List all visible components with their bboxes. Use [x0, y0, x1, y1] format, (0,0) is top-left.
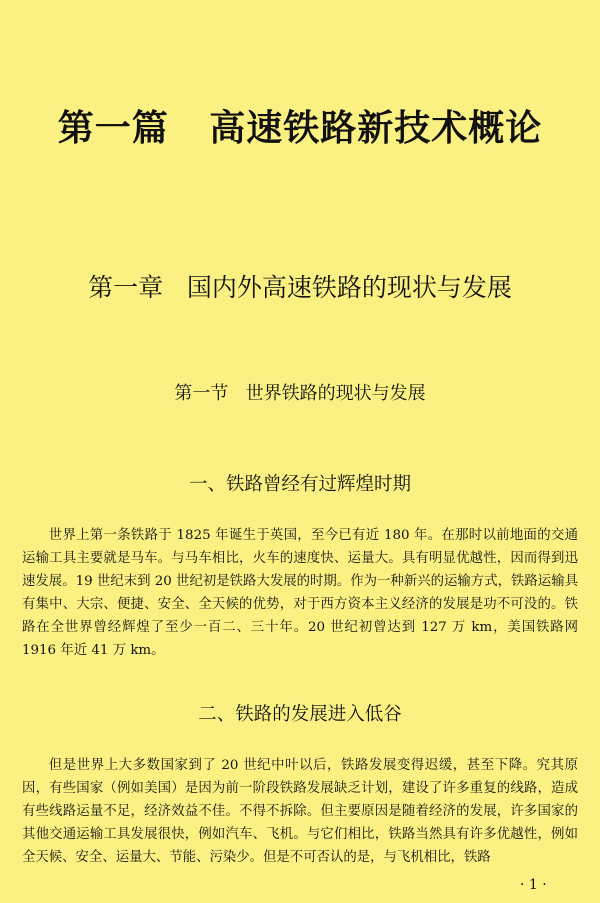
- page-number: · 1 ·: [520, 877, 547, 893]
- part-title: 第一篇 高速铁路新技术概论: [57, 108, 543, 149]
- paragraph-2: 但是世界上大多数国家到了 20 世纪中叶以后，铁路发展变得迟缓，甚至下降。究其原因，有些国家（例如美国）是因为前一阶段铁路发展缺乏计划，建设了许多重复的线路，造成有些线路运量不足，经济效益不佳。不得不拆除。但主要原因是随着经济的发展，许多国家的其他交通运输工具发展很快，例如汽车、飞机。与它们相比，铁路当然具有许多优越性，例如全天候、安全、运量大、节能、污染少。但是不可否认的是，与飞机相比，铁路: [22, 758, 578, 865]
- section-title: 第一节 世界铁路的现状与发展: [174, 383, 426, 404]
- subsection-heading-2: 二、铁路的发展进入低谷: [198, 704, 402, 725]
- paragraph-1: 世界上第一条铁路于 1825 年诞生于英国，至今已有近 180 年。在那时以前地面的交通运输工具主要就是马车。与马车相比，火车的速度快、运量大。具有明显优越性，因而得到迅速发展。19 世纪末到 20 世纪初是铁路大发展的时期。作为一种新兴的运输方式，铁路运输具有集中、大宗、便捷、安全、全天候的优势，对于西方资本主义经济的发展是功不可没的。铁路在全世界曾经辉煌了至少一百二、三十年。20 世纪初曾达到 127 万 km，美国铁路网 1916 年近 41 万 km。: [22, 528, 578, 658]
- subsection-heading-1: 一、铁路曾经有过辉煌时期: [188, 474, 411, 495]
- chapter-title: 第一章 国内外高速铁路的现状与发展: [88, 273, 512, 302]
